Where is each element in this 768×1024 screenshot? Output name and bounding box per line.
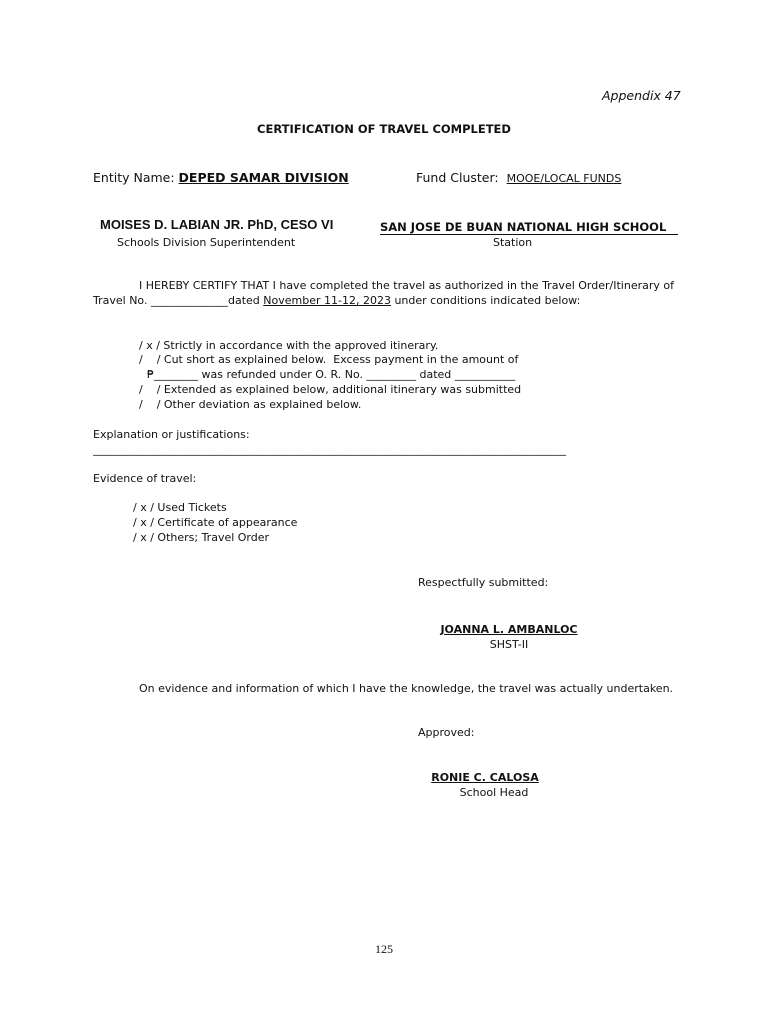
travel-no-label: Travel No. — [93, 294, 148, 307]
evidence-label: Evidence of travel: — [93, 472, 197, 485]
certify-line-1: I HEREBY CERTIFY THAT I have completed the travel as authorized in the Travel Order/Itinerary of — [139, 279, 674, 292]
approver-position: School Head — [459, 786, 529, 799]
submitter-name: JOANNA L. AMBANLOC — [440, 623, 578, 636]
approver-name: RONIE C. CALOSA — [431, 771, 539, 784]
officer-name: MOISES D. LABIAN JR. PhD, CESO VI — [100, 217, 334, 232]
appendix-label: Appendix 47 — [602, 88, 681, 103]
evidence-item: / x / Used Tickets — [133, 501, 227, 514]
officer-position: Schools Division Superintendent — [117, 236, 296, 249]
station-name: SAN JOSE DE BUAN NATIONAL HIGH SCHOOL — [380, 220, 678, 235]
evidence-item: / x / Others; Travel Order — [133, 531, 270, 544]
explanation-line: ______________________________________________________________________________________ — [93, 443, 566, 456]
condition-item: / / Cut short as explained below. Excess payment in the amount of — [139, 353, 519, 366]
fund-row — [416, 170, 621, 185]
refund-line: ₱________ was refunded under O. R. No. _________ dated ___________ — [147, 368, 516, 381]
certify-line-2 — [93, 294, 580, 307]
fund-value: MOOE/LOCAL FUNDS — [506, 172, 622, 185]
entity-value: DEPED SAMAR DIVISION — [178, 170, 349, 185]
evidence-statement: On evidence and information of which I have the knowledge, the travel was actually undertaken. — [139, 682, 674, 695]
document-title: CERTIFICATION OF TRAVEL COMPLETED — [257, 122, 511, 136]
certify-tail: under conditions indicated below: — [394, 294, 581, 307]
submitted-label: Respectfully submitted: — [418, 576, 549, 589]
approved-label: Approved: — [418, 726, 475, 739]
page-number: 125 — [375, 942, 393, 956]
dated-label: dated — [227, 294, 260, 307]
travel-no-blank: ______________ — [150, 294, 228, 307]
evidence-item: / x / Certificate of appearance — [133, 516, 298, 529]
travel-date: November 11-12, 2023 — [263, 294, 391, 307]
condition-item: / / Other deviation as explained below. — [139, 398, 362, 411]
condition-item: / x / Strictly in accordance with the approved itinerary. — [139, 339, 439, 352]
station-label: Station — [493, 236, 533, 249]
condition-item: / / Extended as explained below, additional itinerary was submitted — [139, 383, 522, 396]
entity-label: Entity Name: — [93, 170, 175, 185]
entity-row — [93, 170, 349, 185]
explanation-label: Explanation or justifications: — [93, 428, 250, 441]
submitter-position: SHST-II — [489, 638, 529, 651]
fund-label: Fund Cluster: — [416, 170, 499, 185]
